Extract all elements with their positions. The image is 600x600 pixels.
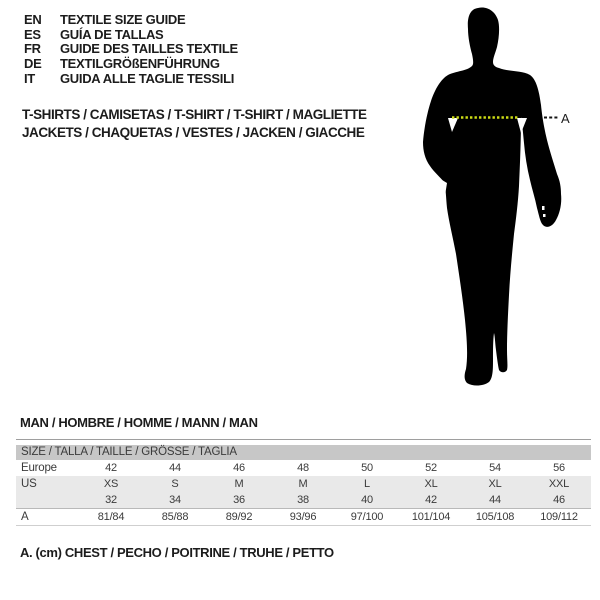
table-cell: 32 bbox=[105, 494, 117, 506]
table-cell: 36 bbox=[233, 494, 245, 506]
row-label: Europe bbox=[21, 462, 57, 474]
table-cell: 54 bbox=[489, 462, 501, 474]
table-cell: S bbox=[171, 478, 179, 490]
table-cell: M bbox=[298, 478, 308, 490]
fist-crease-1 bbox=[542, 206, 545, 210]
fist-crease-2 bbox=[543, 214, 546, 217]
table-cell: 105/108 bbox=[475, 511, 515, 523]
table-cell: XL bbox=[488, 478, 502, 490]
row-label bbox=[16, 492, 79, 508]
table-cell: 40 bbox=[361, 494, 373, 506]
table-cell: 52 bbox=[425, 462, 437, 474]
table-cell: 81/84 bbox=[97, 511, 125, 523]
table-cell: 85/88 bbox=[161, 511, 189, 523]
table-cell: 44 bbox=[169, 462, 181, 474]
table-row-us bbox=[16, 476, 591, 492]
language-label: GUIDE DES TAILLES TEXTILE bbox=[60, 41, 238, 57]
man-figure bbox=[390, 0, 600, 400]
language-label: TEXTILGRÖßENFÜHRUNG bbox=[60, 56, 220, 72]
section-heading-man: MAN / HOMBRE / HOMME / MANN / MAN bbox=[20, 415, 258, 430]
language-code: FR bbox=[24, 41, 41, 57]
table-row-numeric bbox=[16, 492, 591, 508]
language-row-es bbox=[24, 28, 238, 43]
table-row-a-chest bbox=[16, 509, 591, 525]
size-table-header: SIZE / TALLA / TAILLE / GRÖSSE / TAGLIA bbox=[16, 445, 591, 460]
table-cell: L bbox=[364, 478, 370, 490]
language-label: TEXTILE SIZE GUIDE bbox=[60, 12, 186, 27]
language-row-it bbox=[24, 72, 238, 87]
table-cell: 56 bbox=[553, 462, 565, 474]
table-cell: XS bbox=[103, 478, 119, 490]
man-silhouette-svg bbox=[390, 0, 600, 400]
table-row-europe bbox=[16, 460, 591, 476]
language-code: ES bbox=[24, 26, 41, 42]
table-cell: XL bbox=[424, 478, 438, 490]
table-cell: 44 bbox=[489, 494, 501, 506]
table-cell: 38 bbox=[297, 494, 309, 506]
chest-measure-footnote: A. (cm) CHEST / PECHO / POITRINE / TRUHE / PETTO bbox=[20, 545, 334, 560]
table-cell: 42 bbox=[425, 494, 437, 506]
table-cell: 50 bbox=[361, 462, 373, 474]
language-code: DE bbox=[24, 56, 42, 72]
language-row-de bbox=[24, 57, 238, 72]
language-label: GUÍA DE TALLAS bbox=[60, 26, 164, 42]
table-cell: 97/100 bbox=[350, 511, 384, 523]
category-line-jackets: JACKETS / CHAQUETAS / VESTES / JACKEN / GIACCHE bbox=[22, 124, 365, 140]
table-cell: 46 bbox=[233, 462, 245, 474]
language-code: EN bbox=[24, 12, 42, 27]
table-cell: M bbox=[234, 478, 244, 490]
table-cell: 42 bbox=[105, 462, 117, 474]
row-label: US bbox=[21, 478, 37, 490]
table-cell: 34 bbox=[169, 494, 181, 506]
measure-label-a: A bbox=[561, 111, 570, 126]
row-label: A bbox=[21, 511, 29, 523]
category-line-tshirts: T-SHIRTS / CAMISETAS / T-SHIRT / T-SHIRT / MAGLIETTE bbox=[22, 107, 367, 122]
language-row-en bbox=[24, 13, 238, 28]
table-cell: 93/96 bbox=[289, 511, 317, 523]
table-cell: XXL bbox=[548, 478, 570, 490]
language-guide-list bbox=[24, 13, 238, 87]
language-code: IT bbox=[24, 70, 35, 86]
garment-categories bbox=[22, 106, 367, 141]
table-cell: 101/104 bbox=[411, 511, 451, 523]
language-label: GUIDA ALLE TAGLIE TESSILI bbox=[60, 70, 235, 86]
table-cell: 46 bbox=[553, 494, 565, 506]
size-table bbox=[16, 439, 591, 526]
table-cell: 48 bbox=[297, 462, 309, 474]
language-row-fr bbox=[24, 42, 238, 57]
table-cell: 109/112 bbox=[540, 511, 578, 523]
table-cell: 89/92 bbox=[225, 511, 253, 523]
table-bottom-line bbox=[16, 525, 591, 526]
